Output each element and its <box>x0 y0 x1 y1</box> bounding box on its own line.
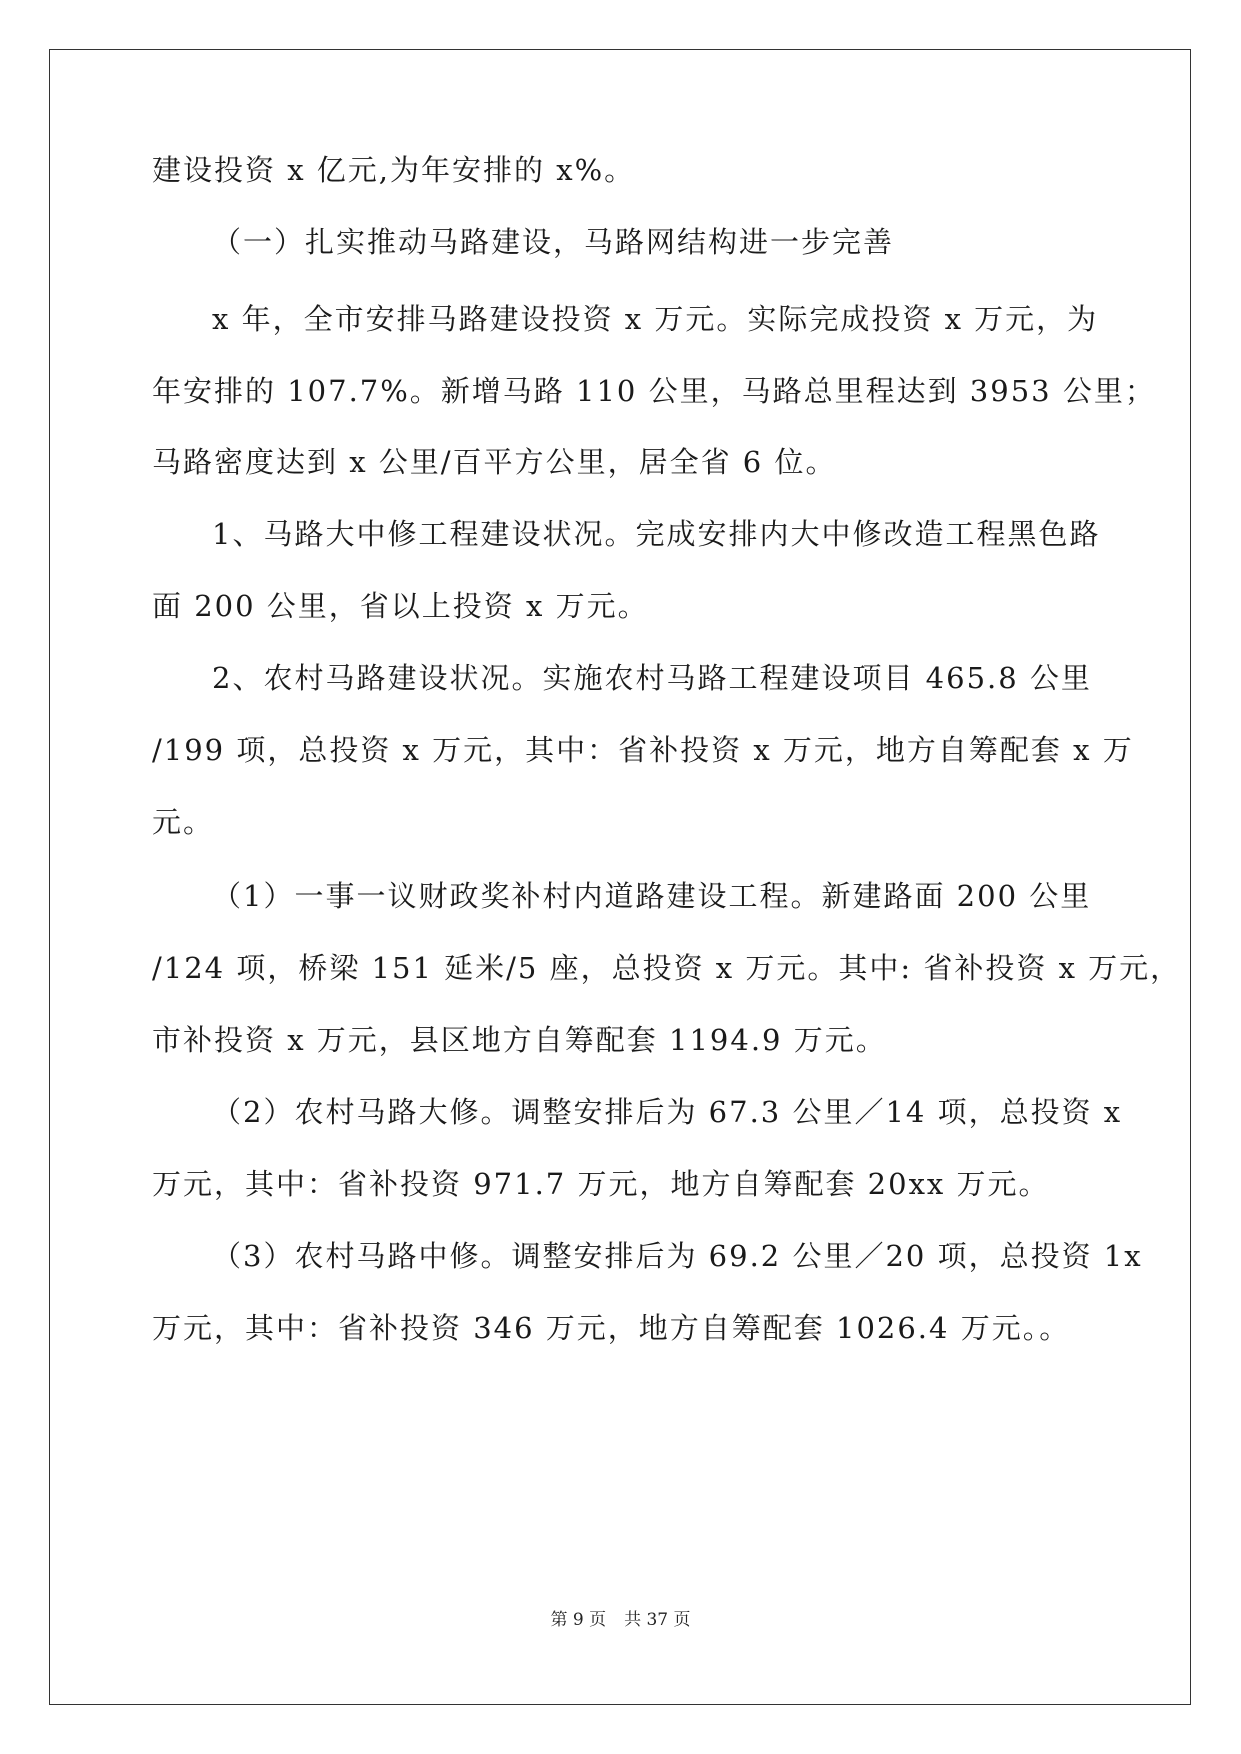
text-line: 面 200 公里，省以上投资 x 万元。 <box>152 589 649 623</box>
current-page-label: 第 9 页 <box>550 1610 607 1630</box>
text-line: 1、马路大中修工程建设状况。完成安排内大中修改造工程黑色路 <box>212 517 1101 551</box>
text-line: x 年，全市安排马路建设投资 x 万元。实际完成投资 x 万元，为 <box>212 302 1099 336</box>
page-footer <box>0 1608 1241 1632</box>
text-line: 建设投资 x 亿元,为年安排的 x%。 <box>152 153 636 187</box>
text-line: 市补投资 x 万元，县区地方自筹配套 1194.9 万元。 <box>152 1023 887 1057</box>
text-line: 年安排的 107.7%。新增马路 110 公里，马路总里程达到 3953 公里； <box>152 374 1156 408</box>
text-line: （1）一事一议财政奖补村内道路建设工程。新建路面 200 公里 <box>212 879 1092 913</box>
text-line: /124 项，桥梁 151 延米/5 座，总投资 x 万元。其中: 省补投资 x 万元， <box>152 951 1182 985</box>
section-heading: （一）扎实推动马路建设，马路网结构进一步完善 <box>212 225 895 259</box>
text-line: （2）农村马路大修。调整安排后为 67.3 公里／14 项，总投资 x <box>212 1095 1123 1129</box>
text-line: 万元，其中：省补投资 971.7 万元，地方自筹配套 20xx 万元。 <box>152 1167 1050 1201</box>
text-line: 马路密度达到 x 公里/百平方公里，居全省 6 位。 <box>152 445 837 479</box>
text-line: 万元，其中：省补投资 346 万元，地方自筹配套 1026.4 万元。。 <box>152 1311 1071 1345</box>
text-line: （3）农村马路中修。调整安排后为 69.2 公里／20 项，总投资 1x <box>212 1239 1143 1273</box>
text-line: 元。 <box>152 805 215 839</box>
text-line: 2、农村马路建设状况。实施农村马路工程建设项目 465.8 公里 <box>212 661 1092 695</box>
total-pages-label: 共 37 页 <box>624 1610 691 1630</box>
text-line: /199 项，总投资 x 万元，其中：省补投资 x 万元，地方自筹配套 x 万 <box>152 733 1134 767</box>
